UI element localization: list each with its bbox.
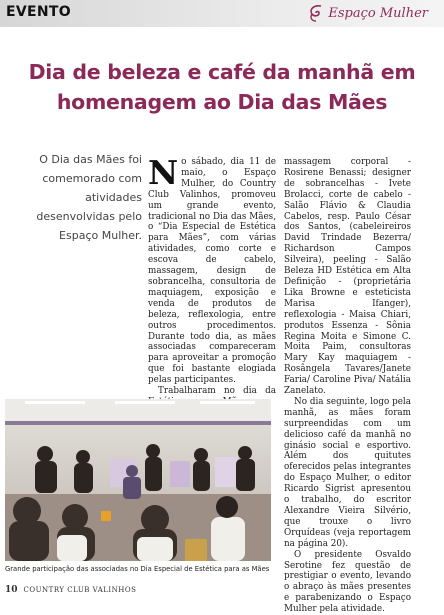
espaco-mulher-logo — [307, 3, 428, 23]
column-1-paragraph-2: Trabalharam no dia da — [158, 386, 276, 397]
article-intro: O Dia das Mães foi comemorado com atividades desenvolvidas pelo Espaço Mulher. — [36, 153, 142, 242]
photo-caption: Grande participação das associadas no Dia Especial de Estética para as Mães — [5, 565, 270, 573]
logo-text: Espaço Mulher — [328, 5, 428, 21]
event-photo — [5, 399, 271, 561]
event-photo-illustration — [5, 399, 271, 561]
column-1-paragraph-1: o sábado, dia 11 de maio, o Espaço Mulher, do Country Club Valinhos, promoveu um grande evento, tradicional no Dia das Mães, o “Dia Especial de Estética para Mães”, com várias atividades, como corte e escova de cabelo, massagem, design de sobrancelha, consultoria de maquiagem, exposição e venda de produtos de beleza, reflexologia, entre outros procedimentos. Durante todo dia, as mães associadas compareceram para aproveitar a promoção que foi bastante elogiada pelas participantes. — [148, 157, 276, 386]
article-headline — [0, 57, 444, 117]
publication-name: COUNTRY CLUB VALINHOS — [23, 586, 137, 594]
headline-line-1: Dia de beleza e café da manhã em — [28, 60, 416, 84]
column-2-paragraph-2: No dia seguinte, logo pela manhã, as mães foram surpreendidas com um delicioso café da manhã no ginásio social e esportivo. Além dos quitutes oferecidos pelas integrantes do Espaço Mulher, o editor Ricardo Sigrist apresentou o trabalho, do escritor Alexandre Vieira Silvério, que trouxe o livro Orquídeas (veja reportagem na página 20). — [284, 396, 411, 549]
column-2-paragraph-1: massagem corporal - Rosirene Benassi; designer de sobrancelhas - Ivete Brolacci, corte de cabelo - Salão Flávio & Claudia Cabelos, resp. Paulo César dos Santos, (cabeleireiros David Trindade Bezerra/ Richardson Campos Silveira), peeling - Salão Beleza HD Estética em Alta Definição - (proprietária Lika Browne e esteticista Marisa Ifanger), reflexologia - Maisa Chiari, produtos Essenza - Sônia Regina Moita e Simone C. Moita Paim, consultoras Mary Kay maquiagem - Rosângela Tavares/Janete Faria/ Caroline Piva/ Natália Zanelato. — [284, 157, 411, 397]
column-2-paragraph-3: O presidente Osvaldo Serotine fez questão de prestigiar o evento, levando o abraço às mães presentes e parabenizando o Espaço Mulher pela atividade. — [284, 549, 411, 615]
section-label: EVENTO — [6, 4, 71, 20]
page-footer — [5, 585, 136, 595]
drop-cap: N — [148, 153, 179, 192]
page-number: 10 — [5, 585, 18, 595]
headline-line-2: homenagem ao Dia das Mães — [56, 90, 388, 114]
article-column-1 — [148, 153, 276, 408]
flourish-icon — [307, 3, 325, 23]
article-column-2 — [284, 157, 411, 615]
